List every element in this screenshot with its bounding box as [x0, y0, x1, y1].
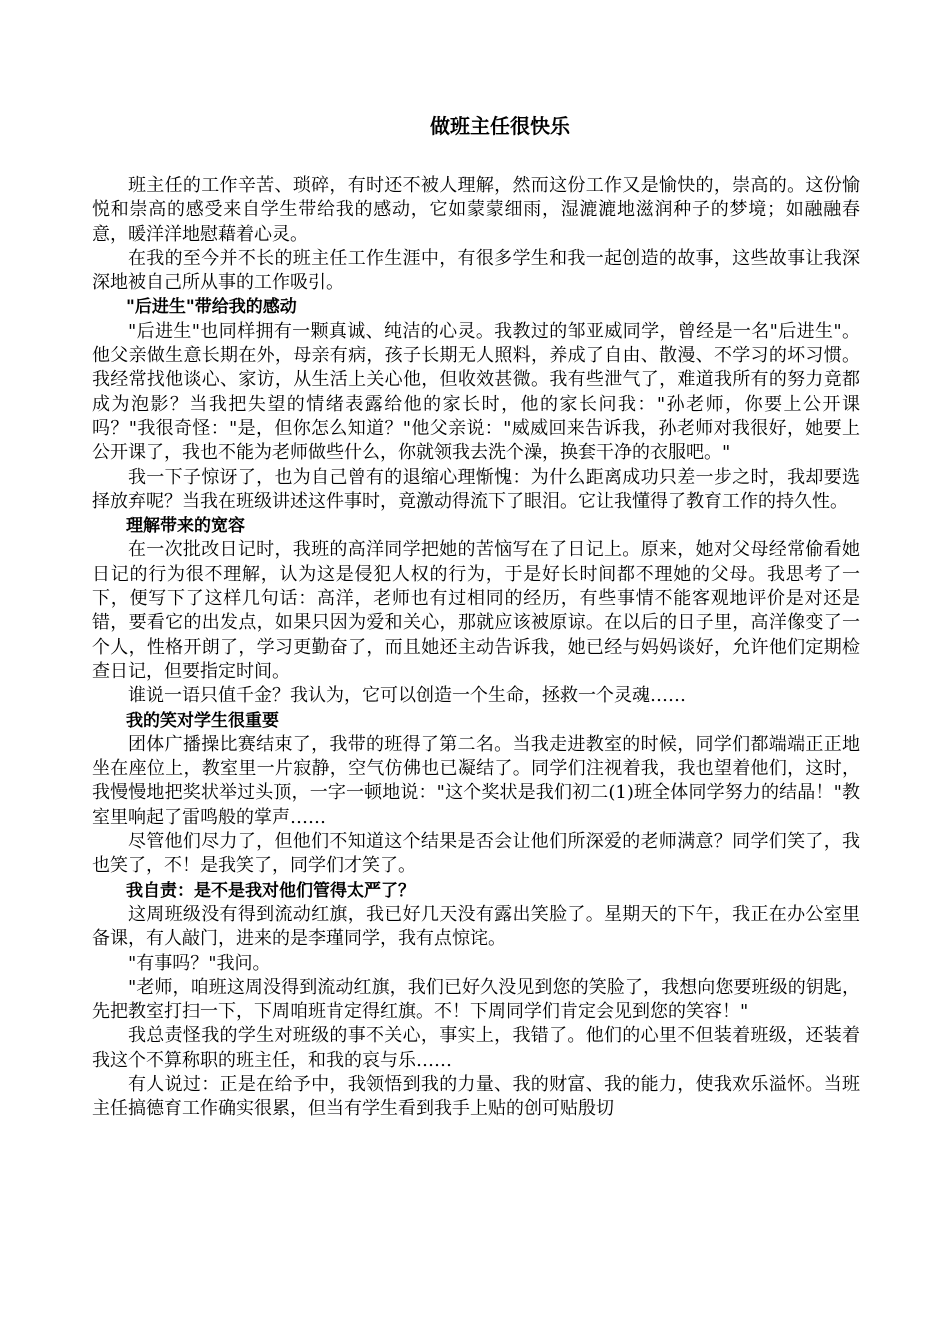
paragraph: 我总责怪我的学生对班级的事不关心，事实上，我错了。他们的心里不但装着班级，还装着我这个不算称职的班主任，和我的哀与乐……: [92, 1025, 860, 1071]
paragraph: "有事吗？"我问。: [128, 952, 271, 974]
document-body: [92, 174, 860, 1122]
paragraph: 我一下子惊讶了，也为自己曾有的退缩心理惭愧：为什么距离成功只差一步之时，我却要选择放弃呢？当我在班级讲述这件事时，竟激动得流下了眼泪。它让我懂得了教育工作的持久性。: [92, 466, 860, 512]
paragraph: "后进生"也同样拥有一颗真诚、纯洁的心灵。我教过的邹亚威同学，曾经是一名"后进生"。他父亲做生意长期在外，母亲有病，孩子长期无人照料，养成了自由、散漫、不学习的坏习惯。我经常找他谈心、家访，从生活上关心他，但收效甚微。我有些泄气了，难道我所有的努力竟都成为泡影？当我把失望的情绪表露给他的家长时，他的家长问我："孙老师，你要上公开课吗？"我很奇怪："是，但你怎么知道？"他父亲说："威威回来告诉我，孙老师对我很好，她要上公开课了，我也不能为老师做些什么，你就领我去洗个澡，换套干净的衣服吧。": [92, 320, 860, 464]
paragraph: 谁说一语只值千金？我认为，它可以创造一个生命，拯救一个灵魂……: [128, 685, 686, 707]
paragraph: 尽管他们尽力了，但他们不知道这个结果是否会让他们所深爱的老师满意？同学们笑了，我也笑了，不！是我笑了，同学们才笑了。: [92, 831, 860, 877]
section-heading: "后进生"带给我的感动: [126, 297, 297, 318]
paragraph: 团体广播操比赛结束了，我带的班得了第二名。当我走进教室的时候，同学们都端端正正地坐在座位上，教室里一片寂静，空气仿佛也已凝结了。同学们注视着我，我也望着他们，这时，我慢慢地把奖状举过头顶，一字一顿地说："这个奖状是我们初二(1)班全体同学努力的结晶！"教室里响起了雷鸣般的掌声……: [92, 733, 860, 828]
section-heading: 我的笑对学生很重要: [126, 710, 279, 731]
paragraph: "老师，咱班这周没得到流动红旗，我们已好久没见到您的笑脸了，我想向您要班级的钥匙，先把教室打扫一下，下周咱班肯定得红旗。不！下周同学们肯定会见到您的笑容！": [92, 976, 860, 1023]
paragraph: 班主任的工作辛苦、琐碎，有时还不被人理解，然而这份工作又是愉快的，崇高的。这份愉悦和崇高的感受来自学生带给我的感动，它如蒙蒙细雨，湿漉漉地滋润种子的梦境；如融融春意，暖洋洋地慰藉着心灵。: [92, 175, 860, 245]
paragraph: 在一次批改日记时，我班的高洋同学把她的苦恼写在了日记上。原来，她对父母经常偷看她日记的行为很不理解，认为这是侵犯人权的行为，于是好长时间都不理她的父母。我思考了一下，便写下了这样几句话：高洋，老师也有过相同的经历，有些事情不能客观地评价是对还是错，要看它的出发点，如果只因为爱和关心，那就应该被原谅。在以后的日子里，高洋像变了一个人，性格开朗了，学习更勤奋了，而且她还主动告诉我，她已经与妈妈谈好，允许他们定期检查日记，但要指定时间。: [92, 539, 860, 682]
paragraph: 有人说过：正是在给予中，我领悟到我的力量、我的财富、我的能力，使我欢乐溢怀。当班主任搞德育工作确实很累，但当有学生看到我手上贴的创可贴殷切: [92, 1073, 860, 1120]
document-title: 做班主任很快乐: [430, 114, 570, 138]
section-heading: 我自责：是不是我对他们管得太严了？: [126, 880, 415, 901]
section-heading: 理解带来的宽容: [126, 516, 245, 537]
paragraph: 在我的至今并不长的班主任工作生涯中，有很多学生和我一起创造的故事，这些故事让我深深地被自己所从事的工作吸引。: [92, 247, 860, 294]
paragraph: 这周班级没有得到流动红旗，我已好几天没有露出笑脸了。星期天的下午，我正在办公室里备课，有人敲门，进来的是李瑾同学，我有点惊诧。: [92, 903, 860, 950]
